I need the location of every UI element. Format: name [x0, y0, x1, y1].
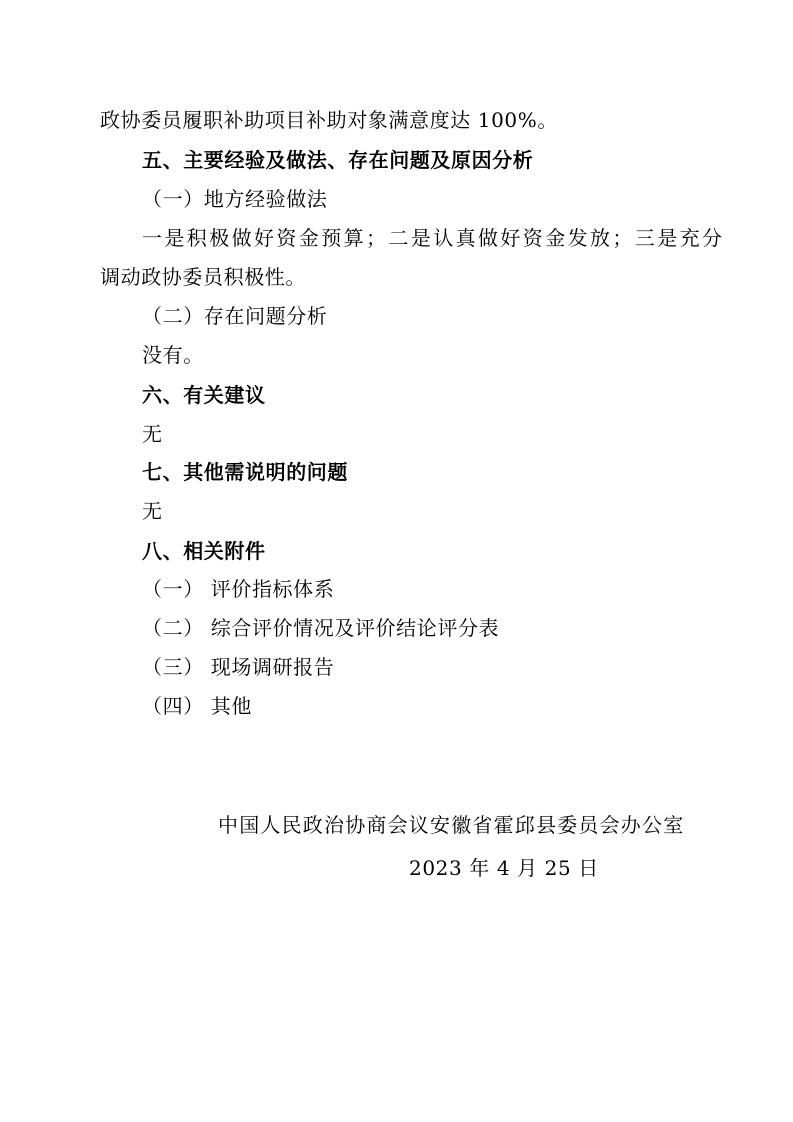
- section-6-text: 无: [142, 422, 163, 446]
- continuation-paragraph: 政协委员履职补助项目补助对象满意度达 100%。: [100, 108, 558, 132]
- section-7-heading: 七、其他需说明的问题: [142, 460, 348, 484]
- attachment-item-2: （二） 综合评价情况及评价结论评分表: [142, 616, 500, 640]
- section-5-subheading-1: （一）地方经验做法: [142, 187, 328, 211]
- attachment-item-4: （四） 其他: [142, 694, 252, 718]
- section-6-heading: 六、有关建议: [142, 383, 266, 407]
- section-5-paragraph-2: 没有。: [142, 343, 204, 367]
- attachment-item-1: （一） 评价指标体系: [142, 577, 335, 601]
- signature-organization: 中国人民政治协商会议安徽省霍邱县委员会办公室: [218, 813, 685, 837]
- section-5-paragraph-1-line-1: 一是积极做好资金预算；二是认真做好资金发放；三是充分: [142, 226, 725, 250]
- section-5-subheading-2: （二）存在问题分析: [142, 304, 328, 328]
- signature-date: 2023 年 4 月 25 日: [409, 856, 599, 880]
- attachment-item-3: （三） 现场调研报告: [142, 655, 335, 679]
- section-8-heading: 八、相关附件: [142, 539, 266, 563]
- section-5-paragraph-1-line-2: 调动政协委员积极性。: [100, 265, 306, 289]
- section-5-heading: 五、主要经验及做法、存在问题及原因分析: [142, 148, 534, 172]
- section-7-text: 无: [142, 499, 163, 523]
